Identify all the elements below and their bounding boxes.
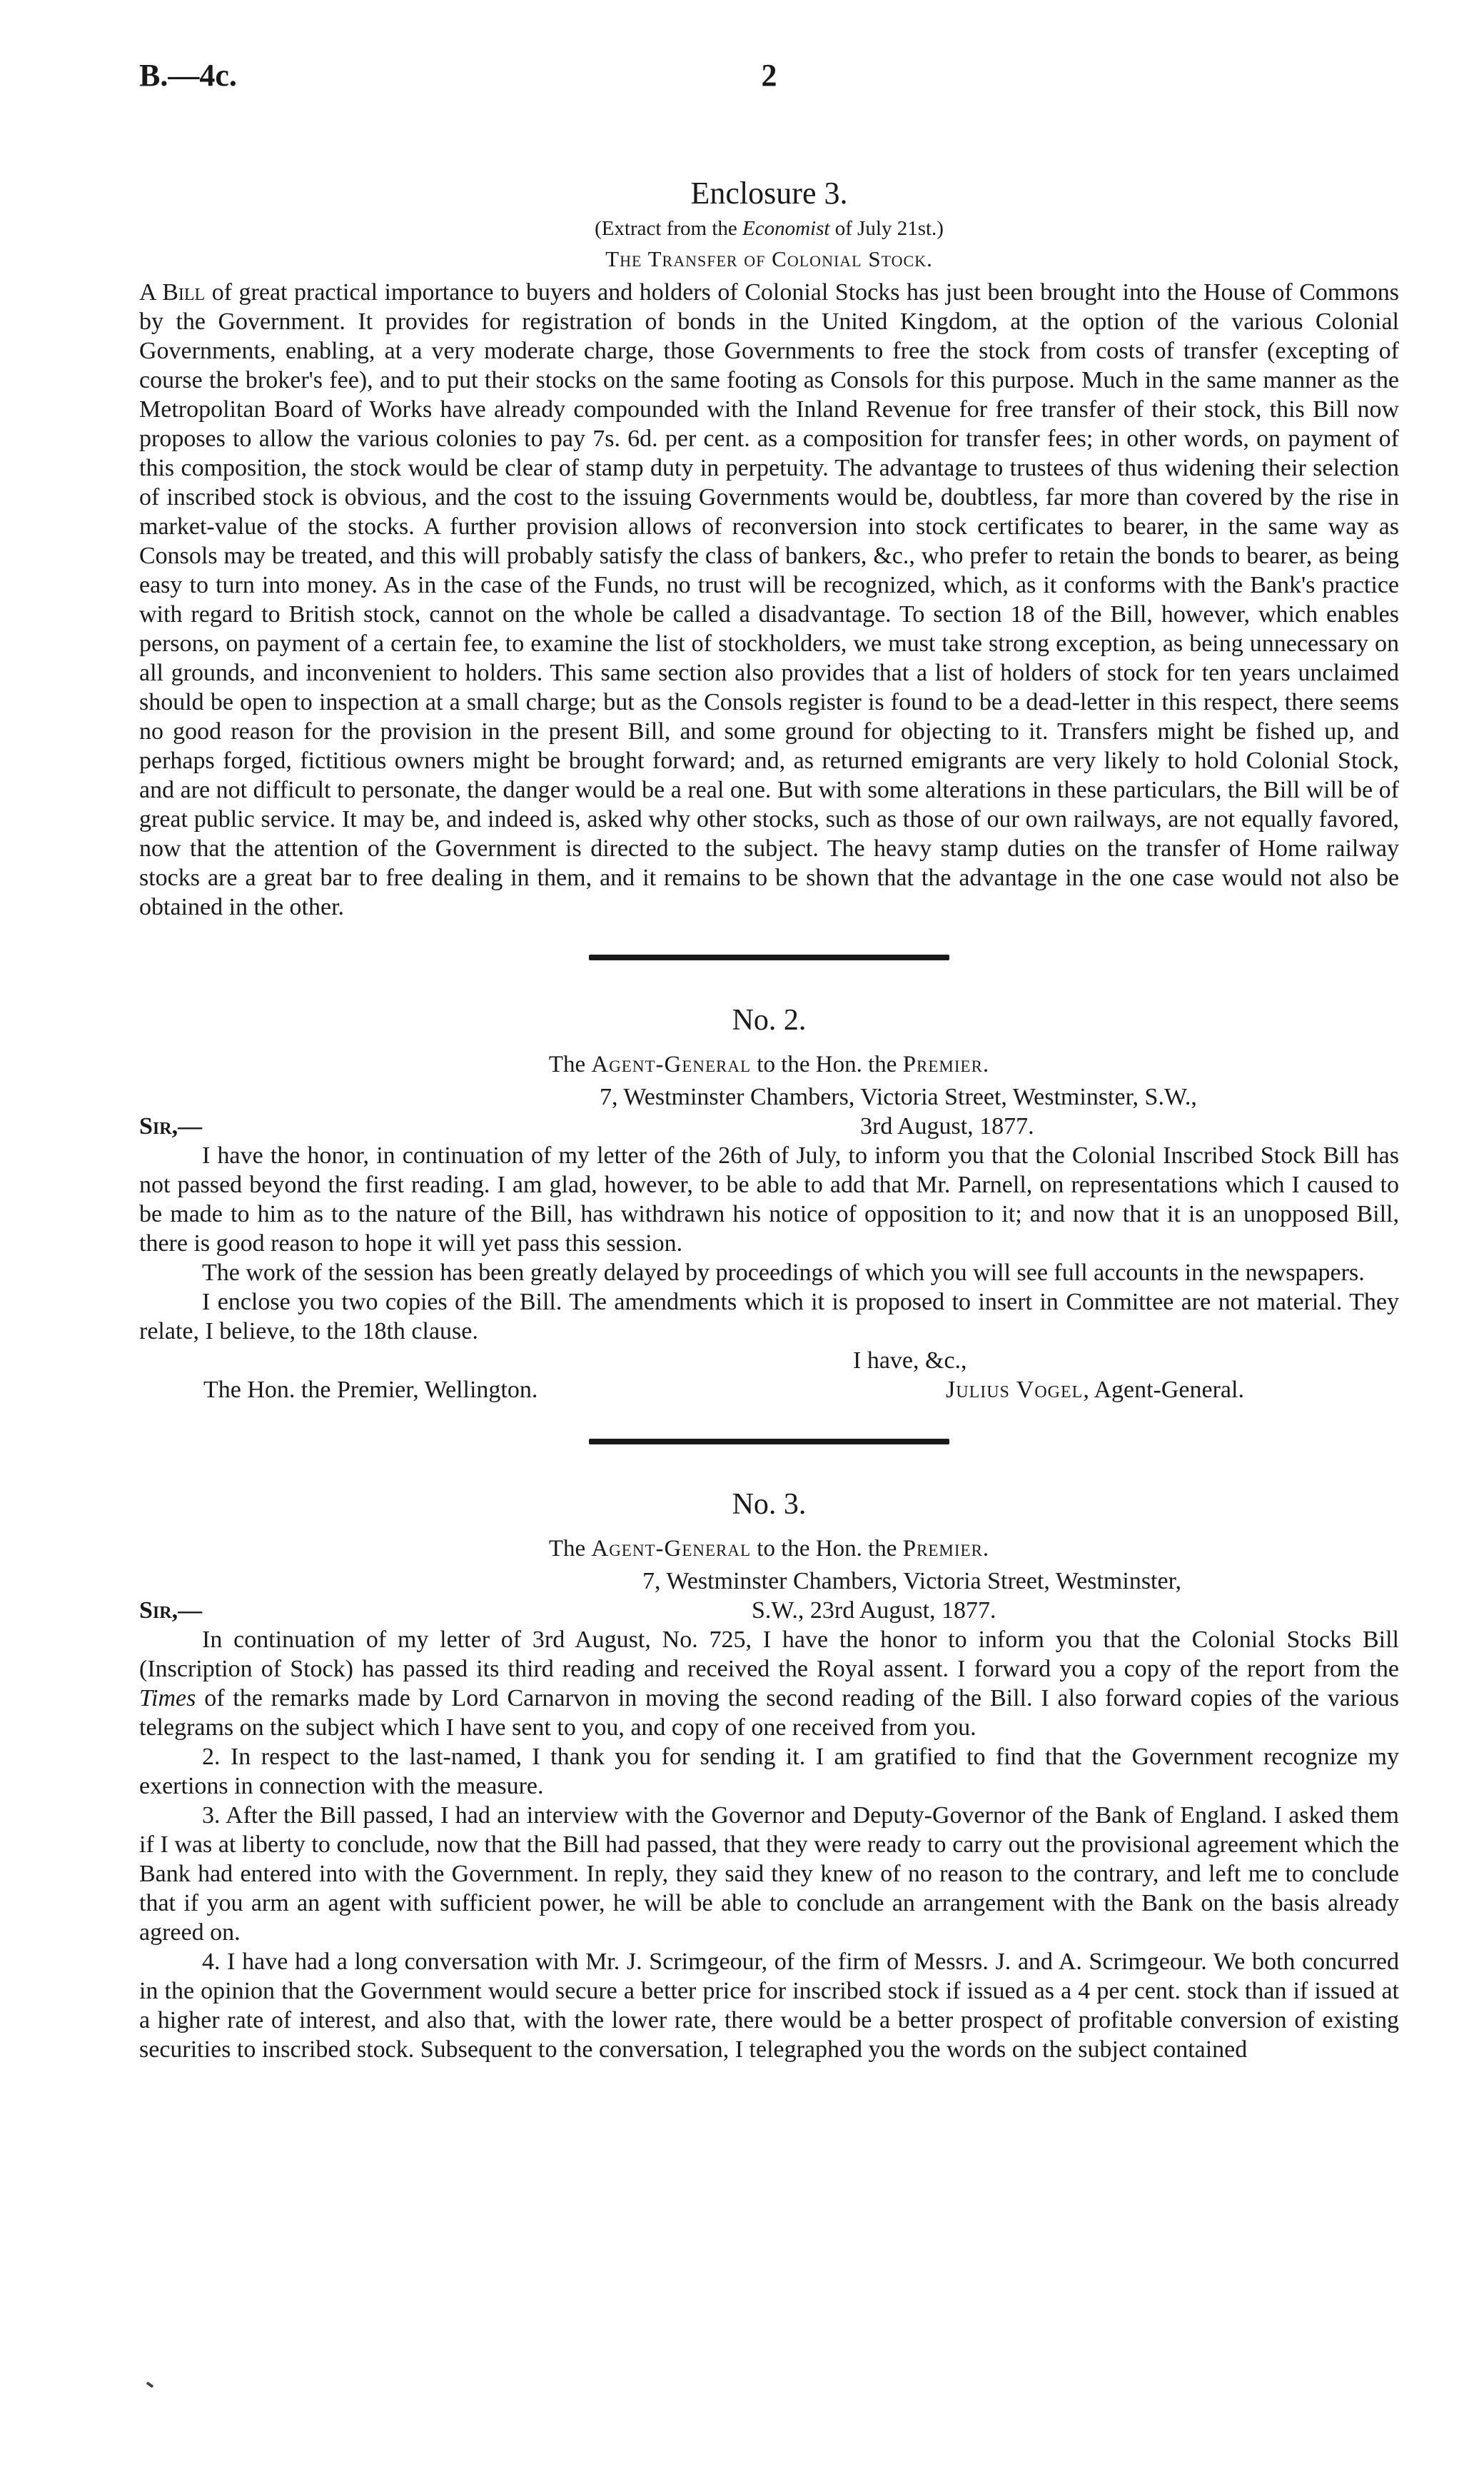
route-sender: Agent-General bbox=[591, 1052, 752, 1077]
letter-3-paragraph: 2. In respect to the last-named, I thank you for sending it. I am gratified to find that the Government recognize my exertions in connection with the measure. bbox=[139, 1744, 1399, 1799]
letter-3-date: S.W., 23rd August, 1877. bbox=[752, 1597, 996, 1624]
route-the: The bbox=[548, 1536, 592, 1562]
signature-title: , Agent-General. bbox=[1083, 1377, 1244, 1403]
route-recipient: Premier. bbox=[902, 1536, 990, 1562]
letter-2-paragraph: I enclose you two copies of the Bill. The amendments which it is proposed to insert in Committee are not material. They relate, I believe, to the 18th clause. bbox=[139, 1289, 1399, 1344]
letter-3-salutation: Sir,— bbox=[139, 1597, 203, 1624]
p1-before: In continuation of my letter of 3rd August, No. 725, I have the honor to inform you that the Colonial Stocks Bill (Inscription of Stock) has passed its third reading and received the Royal assent. I forward you a copy of the report from the bbox=[139, 1626, 1399, 1682]
letter-3-paragraph bbox=[139, 1625, 1399, 1742]
p1-after: of the remarks made by Lord Carnarvon in moving the second reading of the Bill. I also forward copies of the various telegrams on the subject which I have sent to you, and copy of one received from you. bbox=[139, 1685, 1399, 1741]
letter-2-closing: I have, &c., bbox=[853, 1347, 967, 1374]
letter-2-number: No. 2. bbox=[732, 1004, 807, 1037]
route-sender: Agent-General bbox=[591, 1536, 752, 1562]
section-divider bbox=[589, 1439, 949, 1444]
letter-2-paragraph: I have the honor, in continuation of my letter of the 26th of July, to inform you that the Colonial Inscribed Stock Bill has not passed beyond the first reading. I am glad, however, to be able to add that Mr. Parnell, on representations which I caused to be made to him as to the nature of the Bill, has withdrawn his notice of opposition to it; and now that it is an unopposed Bill, there is good reason to hope it will yet pass this session. bbox=[139, 1142, 1399, 1257]
letter-2-recipient: The Hon. the Premier, Wellington. bbox=[203, 1377, 538, 1403]
article-text: of great practical importance to buyers and holders of Colonial Stocks has just been brought into the House of Commons by the Government. It provides for registration of bonds in the United Kingdom, at the option of the various Colonial Governments, enabling, at a very moderate charge, those Governments to free the stock from costs of transfer (excepting of course the broker's fee), and to put their stocks on the same footing as Consols for this purpose. Much in the same manner as the Metropolitan Board of Works have already compounded with the Inland Revenue for free transfer of their stock, this Bill now proposes to allow the various colonies to pay 7s. 6d. per cent. as a composition for transfer fees; in other words, on payment of this composition, the stock would be clear of stamp duty in perpetuity. The advantage to trustees of thus widening their selection of inscribed stock is obvious, and the cost to the issuing Governments would be, doubtless, far more than covered by the rise in market-value of the stocks. A further provision allows of reconversion into stock certificates to bearer, in the same way as Consols may be treated, and this will probably satisfy the class of bankers, &c., who prefer to retain the bonds to bearer, as being easy to turn into money. As in the case of the Funds, no trust will be recognized, which, as it conforms with the Bank's practice with regard to British stock, cannot on the whole be called a disadvantage. To section 18 of the Bill, however, which enables persons, on payment of a certain fee, to examine the list of stockholders, we must take strong exception, as being unnecessary on all grounds, and inconvenient to holders. This same section also provides that a list of holders of stock for ten years unclaimed should be open to inspection at a small charge; but as the Consols register is found to be a dead-letter in this respect, there seems no good reason for the provision in the present Bill, and some ground for objecting to it. Transfers might be fished up, and perhaps forged, fictitious owners might be brought forward; and, as returned emigrants are very likely to hold Colonial Stock, and are not difficult to personate, the danger would be a real one. But with some alterations in these particulars, the Bill will be of great public service. It may be, and indeed is, asked why other stocks, such as those of our own railways, are not equally favored, now that the attention of the Government is directed to the subject. The heavy stamp duties on the transfer of Home railway stocks are a great bar to free dealing in them, and it remains to be shown that the advantage in the one case would not also be obtained in the other. bbox=[139, 279, 1399, 920]
letter-3-number: No. 3. bbox=[732, 1488, 807, 1521]
letter-3-paragraph: 4. I have had a long conversation with Mr. J. Scrimgeour, of the firm of Messrs. J. and A. Scrimgeour. We both concurred in the opinion that the Government would secure a better price for inscribed stock if issued as a 4 per cent. stock than if issued at a higher rate of interest, and also that, with the lower rate, there would be a better prospect of profitable conversion of existing securities to inscribed stock. Subsequent to the conversation, I telegraphed you the words on the subject contained bbox=[139, 1948, 1399, 2063]
article-body bbox=[139, 278, 1399, 922]
letter-3-address: 7, Westminster Chambers, Victoria Street, Westminster, bbox=[642, 1568, 1182, 1594]
enclosure-title: Enclosure 3. bbox=[690, 176, 848, 211]
extract-suffix: of July 21st.) bbox=[829, 217, 944, 240]
page-number: 2 bbox=[761, 58, 777, 93]
extract-source: Economist bbox=[742, 217, 830, 240]
route-to-hon: to the Hon. the bbox=[751, 1536, 903, 1562]
letter-2-signoff bbox=[139, 1346, 1399, 1406]
letter-2-signature bbox=[946, 1375, 1244, 1404]
letter-2-date: 3rd August, 1877. bbox=[860, 1113, 1034, 1140]
stray-ink-mark bbox=[146, 2381, 153, 2388]
signature-name: Julius Vogel bbox=[946, 1377, 1084, 1403]
letter-3-route bbox=[139, 1536, 1399, 1562]
route-to-hon: to the Hon. the bbox=[751, 1052, 903, 1077]
extract-note bbox=[139, 217, 1399, 241]
route-the: The bbox=[548, 1052, 592, 1077]
letter-2-address: 7, Westminster Chambers, Victoria Street, Westminster, S.W., bbox=[600, 1084, 1197, 1110]
letter-2-paragraph: The work of the session has been greatly delayed by proceedings of which you will see full accounts in the newspapers. bbox=[202, 1259, 1365, 1286]
running-head bbox=[139, 57, 1399, 107]
article-lead-words: A Bill bbox=[139, 279, 206, 306]
section-divider bbox=[589, 955, 949, 960]
route-recipient: Premier. bbox=[902, 1052, 990, 1077]
document-page bbox=[139, 57, 1399, 2064]
letter-3-address-block bbox=[139, 1567, 1399, 1625]
letter-2-salutation: Sir,— bbox=[139, 1113, 203, 1140]
extract-prefix: (Extract from the bbox=[595, 217, 742, 240]
letter-2-route bbox=[139, 1052, 1399, 1078]
p1-italic: Times bbox=[139, 1685, 196, 1711]
letter-3-paragraph: 3. After the Bill passed, I had an interview with the Governor and Deputy-Governor of the Bank of England. I asked them if I was at liberty to conclude, now that the Bill had passed, that they were ready to carry out the provisional agreement which the Bank had entered into with the Government. In reply, they said they knew of no reason to the contrary, and left me to conclude that if you arm an agent with sufficient power, he will be able to conclude an arrangement with the Bank on the basis already agreed on. bbox=[139, 1802, 1399, 1946]
article-title: The Transfer of Colonial Stock. bbox=[605, 246, 933, 271]
document-code: B.—4c. bbox=[139, 58, 237, 93]
letter-2-address-block bbox=[139, 1082, 1399, 1141]
